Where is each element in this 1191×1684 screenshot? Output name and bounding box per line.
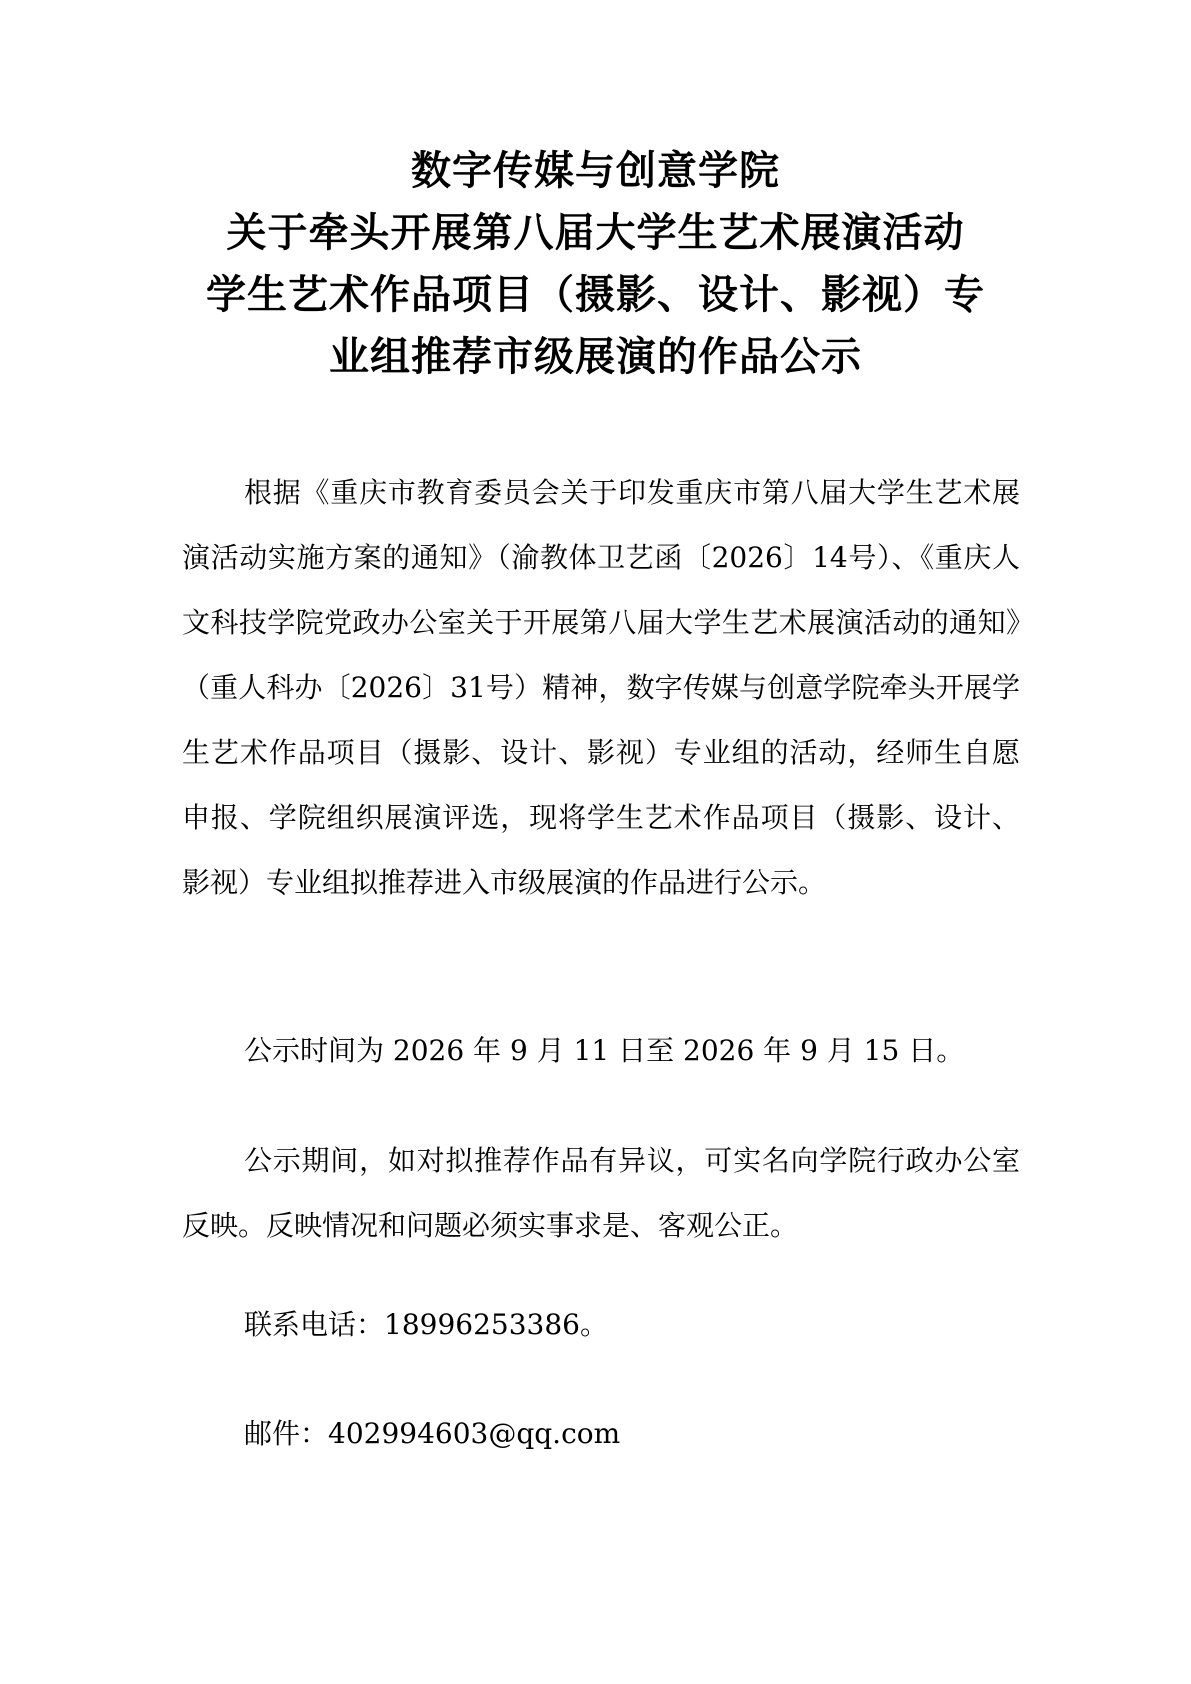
contact-email: 邮件：402994603@qq.com	[244, 1417, 621, 1450]
title-line-1: 数字传媒与创意学院	[411, 148, 780, 194]
document-title	[150, 140, 1041, 388]
intro-paragraph: 根据《重庆市教育委员会关于印发重庆市第八届大学生艺术展演活动实施方案的通知》（渝教体卫艺函〔2026〕14号）、《重庆人文科技学院党政办公室关于开展第八届大学生艺术展演活动的通知》（重人科办〔2026〕31号）精神，数字传媒与创意学院牵头开展学生艺术作品项目（摄影、设计、影视）专业组的活动，经师生自愿申报、学院组织展演评选，现将学生艺术作品项目（摄影、设计、影视）专业组拟推荐进入市级展演的作品进行公示。	[182, 476, 1020, 899]
publicity-period-paragraph: 公示时间为 2026 年 9 月 11 日至 2026 年 9 月 15 日。	[244, 1034, 965, 1067]
objection-paragraph: 公示期间，如对拟推荐作品有异议，可实名向学院行政办公室反映。反映情况和问题必须实事求是、客观公正。	[182, 1144, 1020, 1242]
contact-phone: 联系电话：18996253386。	[244, 1308, 608, 1341]
title-line-4: 业组推荐市级展演的作品公示	[329, 334, 862, 380]
title-line-2: 关于牵头开展第八届大学生艺术展演活动	[226, 210, 965, 256]
title-line-3: 学生艺术作品项目（摄影、设计、影视）专	[206, 272, 985, 318]
